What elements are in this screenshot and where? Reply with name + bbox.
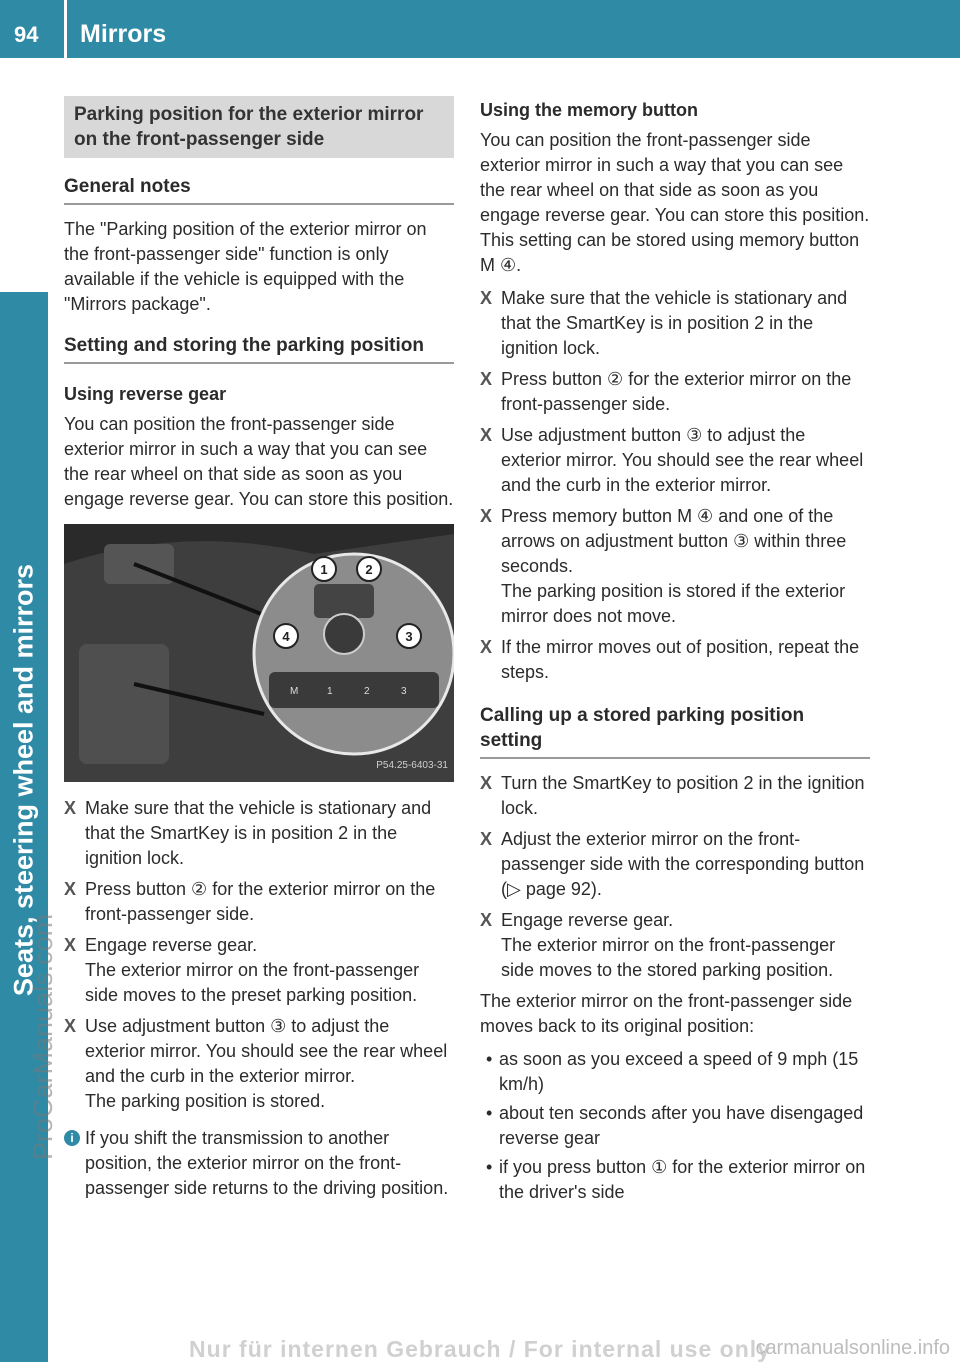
step-arrow-icon: X xyxy=(64,1016,77,1036)
reverse-text: You can position the front-passenger side exterior mirror in such a way that you can see the rear wheel on that side as soon as you engage reverse gear. You can store this position. xyxy=(64,414,454,509)
step xyxy=(480,635,870,685)
page-number: 94 xyxy=(14,22,39,47)
general-notes-text: The "Parking position of the exterior mirror on the front-passenger side" function is only available if the vehicle is equipped with the "Mirrors package". xyxy=(64,219,427,314)
svg-text:2: 2 xyxy=(365,562,373,577)
step-text: Use adjustment button ③ to adjust the exterior mirror. You should see the rear wheel and the curb in the exterior mirror. xyxy=(501,425,864,495)
reverse-heading: Using reverse gear xyxy=(64,384,227,404)
memory-text: You can position the front-passenger side exterior mirror in such a way that you can see the rear wheel on that side as soon as you engage reverse gear. You can store this position. This setting can be stored using memory button M ④. xyxy=(480,130,870,275)
header-divider xyxy=(64,0,67,58)
step xyxy=(480,827,870,902)
list-item xyxy=(480,1047,870,1097)
mirror-control-illustration xyxy=(64,524,454,782)
right-column xyxy=(480,98,870,1209)
photo-label-1: 1 xyxy=(327,686,333,697)
step xyxy=(64,933,454,1008)
general-notes-heading: General notes xyxy=(64,174,454,205)
step-arrow-icon: X xyxy=(480,288,493,308)
step xyxy=(64,877,454,927)
bullet-text: about ten seconds after you have disengaged reverse gear xyxy=(499,1103,864,1148)
step-arrow-icon: X xyxy=(64,798,77,818)
box-heading: Parking position for the exterior mirror on the front-passenger side xyxy=(64,96,454,158)
step xyxy=(480,286,870,361)
svg-text:3: 3 xyxy=(405,629,413,644)
internal-use-footer: Nur für internen Gebrauch / For internal use only xyxy=(189,1336,771,1362)
step-arrow-icon: X xyxy=(480,506,493,526)
step-text: Make sure that the vehicle is stationary and that the SmartKey is in position 2 in the ignition lock. xyxy=(501,288,848,358)
step xyxy=(480,423,870,498)
step-arrow-icon: X xyxy=(64,935,77,955)
step-text: Press memory button M ④ and one of the arrows on adjustment button ③ within three seconds. The parking position is stored if the exterior mirror does not move. xyxy=(501,506,847,626)
info-note xyxy=(64,1126,454,1201)
bullet-icon: • xyxy=(486,1157,493,1177)
photo-label-m: M xyxy=(290,686,299,697)
list-item xyxy=(480,1155,870,1205)
step-text: Engage reverse gear. The exterior mirror on the front-passenger side moves to the preset parking position. xyxy=(85,935,420,1005)
side-watermark: ProCarManuals.com xyxy=(28,913,58,1160)
bullet-icon: • xyxy=(486,1103,493,1123)
bullet-text: if you press button ① for the exterior mirror on the driver's side xyxy=(499,1157,866,1202)
step-arrow-icon: X xyxy=(64,879,77,899)
photo-code: P54.25-6403-31 xyxy=(376,760,448,771)
note-text: If you shift the transmission to another position, the exterior mirror on the front-passenger side returns to the driving position. xyxy=(85,1128,449,1198)
step-text: Use adjustment button ③ to adjust the exterior mirror. You should see the rear wheel and the curb in the exterior mirror. The parking position is stored. xyxy=(85,1016,448,1111)
return-text: The exterior mirror on the front-passenger side moves back to its original position: xyxy=(480,991,853,1036)
setting-heading: Setting and storing the parking position xyxy=(64,333,454,364)
bullet-text: as soon as you exceed a speed of 9 mph (15 km/h) xyxy=(499,1049,859,1094)
step-arrow-icon: X xyxy=(480,369,493,389)
step xyxy=(480,908,870,983)
step-text: If the mirror moves out of position, repeat the steps. xyxy=(501,637,860,682)
svg-text:4: 4 xyxy=(282,629,290,644)
step-text: Press button ② for the exterior mirror on the front-passenger side. xyxy=(85,879,436,924)
step-text: Press button ② for the exterior mirror on the front-passenger side. xyxy=(501,369,852,414)
step-text: Make sure that the vehicle is stationary and that the SmartKey is in position 2 in the ignition lock. xyxy=(85,798,432,868)
step-text: Turn the SmartKey to position 2 in the ignition lock. xyxy=(501,773,865,818)
list-item xyxy=(480,1101,870,1151)
step xyxy=(64,1014,454,1114)
step-arrow-icon: X xyxy=(480,637,493,657)
photo-label-2: 2 xyxy=(364,686,370,697)
section-title: Mirrors xyxy=(80,20,167,48)
memory-heading: Using the memory button xyxy=(480,100,699,120)
step-arrow-icon: X xyxy=(480,829,493,849)
step-arrow-icon: X xyxy=(480,773,493,793)
step xyxy=(64,796,454,871)
left-column xyxy=(64,96,454,1201)
side-tab-label: Seats, steering wheel and mirrors xyxy=(8,563,39,997)
info-icon: i xyxy=(64,1130,80,1146)
step xyxy=(480,504,870,629)
step-arrow-icon: X xyxy=(480,910,493,930)
step xyxy=(480,771,870,821)
photo-label-3: 3 xyxy=(401,686,407,697)
site-footer: carmanualsonline.info xyxy=(755,1337,950,1359)
bullet-icon: • xyxy=(486,1049,493,1069)
step-arrow-icon: X xyxy=(480,425,493,445)
step-text: Adjust the exterior mirror on the front-passenger side with the corresponding button (▷ page 92). xyxy=(501,829,865,899)
calling-heading: Calling up a stored parking position setting xyxy=(480,703,870,759)
step xyxy=(480,367,870,417)
svg-text:1: 1 xyxy=(320,562,328,577)
mirror-control-photo xyxy=(64,524,454,782)
step-text: Engage reverse gear. The exterior mirror on the front-passenger side moves to the stored parking position. xyxy=(501,910,836,980)
